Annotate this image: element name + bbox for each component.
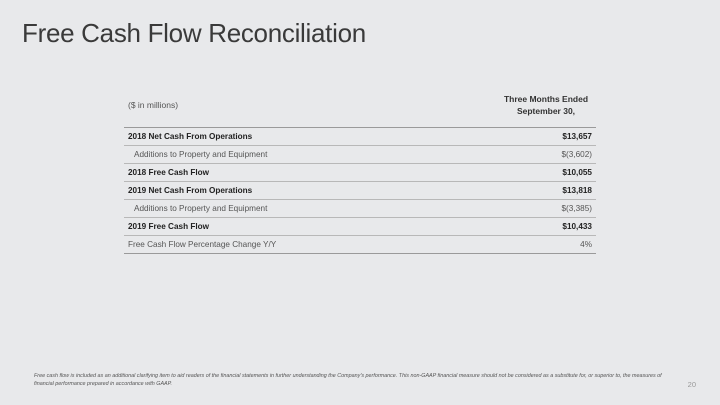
table-row xyxy=(124,128,596,146)
row-value: $13,657 xyxy=(562,132,592,141)
reconciliation-table xyxy=(124,92,596,254)
footnote: Free cash flow is included as an additional clarifying item to aid readers of the financial statements in further understanding the Company's performance. This non-GAAP financial measure should not be considered as a substitute for, or superior to, the measures of financial performance prepared in accordance with GAAP. xyxy=(34,373,662,387)
slide-title: Free Cash Flow Reconciliation xyxy=(22,18,366,48)
row-label: Free Cash Flow Percentage Change Y/Y xyxy=(128,240,277,249)
period-label-line1: Three Months Ended xyxy=(503,94,589,104)
row-label: 2018 Free Cash Flow xyxy=(128,168,209,177)
table-row xyxy=(124,146,596,164)
row-value: $(3,385) xyxy=(561,204,592,213)
row-value: $13,818 xyxy=(562,186,592,195)
row-label: Additions to Property and Equipment xyxy=(134,204,268,213)
row-value: $10,433 xyxy=(562,222,592,231)
row-value: $10,055 xyxy=(562,168,592,177)
period-column-header xyxy=(500,93,592,117)
row-value: $(3,602) xyxy=(561,150,592,159)
table-row xyxy=(124,164,596,182)
row-value: 4% xyxy=(580,240,592,249)
row-label: 2019 Net Cash From Operations xyxy=(128,186,253,195)
page-number: 20 xyxy=(687,380,696,389)
table-header xyxy=(124,92,596,128)
table-row xyxy=(124,236,596,254)
period-label-line2: September 30, xyxy=(516,106,576,116)
units-label: ($ in millions) xyxy=(128,100,179,110)
table-row xyxy=(124,218,596,236)
row-label: 2018 Net Cash From Operations xyxy=(128,132,253,141)
row-label: Additions to Property and Equipment xyxy=(134,150,268,159)
table-row xyxy=(124,182,596,200)
row-label: 2019 Free Cash Flow xyxy=(128,222,209,231)
table-row xyxy=(124,200,596,218)
